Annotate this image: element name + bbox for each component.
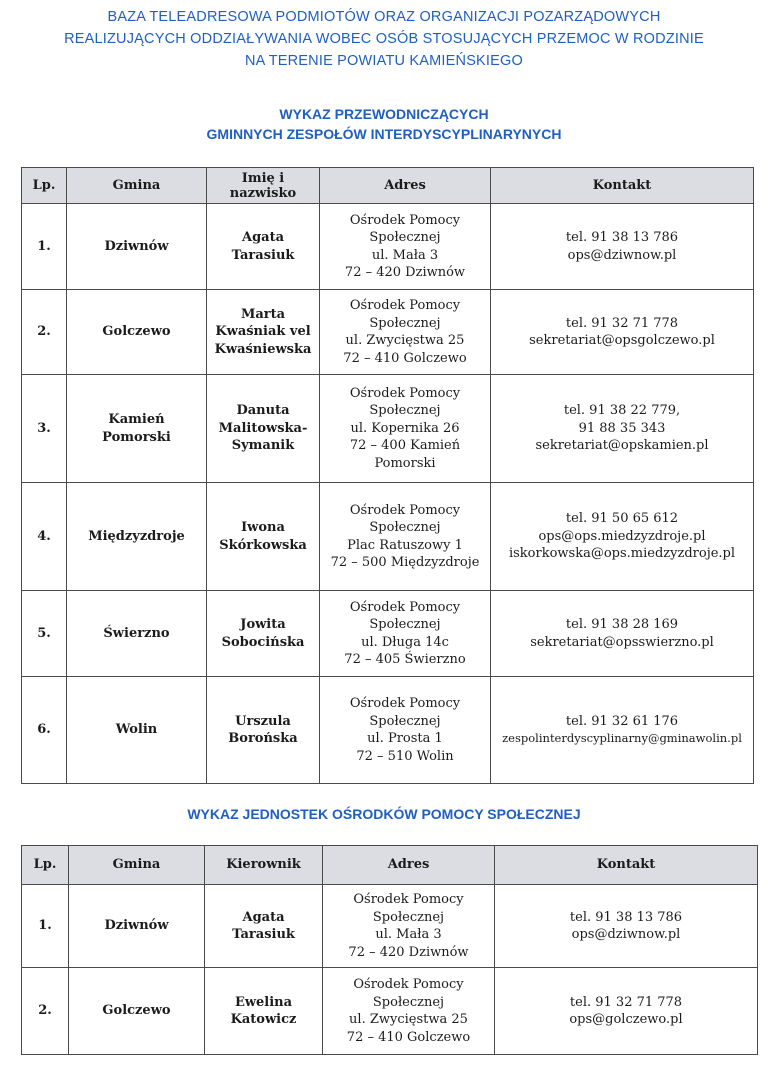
document-header: [0, 6, 768, 72]
name-line: Skórkowska: [219, 537, 307, 553]
welfare-centres-table: [21, 845, 758, 1055]
address-line: Społecznej: [369, 617, 441, 632]
lp-cell: [22, 677, 67, 784]
table-row: [22, 204, 754, 290]
address-line: ul. Prosta 1: [367, 731, 443, 746]
lp-line: 2.: [38, 1003, 52, 1019]
gmina-cell: [69, 968, 205, 1055]
name-line: Malitowska-: [218, 420, 308, 436]
gmina-line: Świerzno: [103, 625, 170, 641]
name-line: Urszula: [235, 713, 291, 729]
lp-line: 6.: [37, 722, 51, 738]
address-line: ul. Zwycięstwa 25: [349, 1012, 468, 1027]
contact-cell: [491, 591, 754, 677]
address-line: Ośrodek Pomocy: [353, 977, 464, 992]
gmina-line: Międzyzdroje: [88, 528, 185, 544]
table-row: [22, 483, 754, 591]
lp-line: 5.: [37, 625, 51, 641]
contact-line: zespolinterdyscyplinarny@gminawolin.pl: [502, 731, 742, 745]
name-line: Jowita: [240, 617, 286, 632]
table-row: [22, 375, 754, 483]
gmina-line: Dziwnów: [104, 918, 169, 934]
contact-line: sekretariat@opsswierzno.pl: [530, 634, 714, 650]
contact-line: iskorkowska@ops.miedzyzdroje.pl: [508, 546, 736, 562]
address-cell: [323, 885, 495, 968]
table-row: [22, 591, 754, 677]
contact-cell: [491, 375, 754, 483]
name-line: Agata: [242, 909, 285, 925]
contact-line: tel. 91 50 65 612: [565, 511, 679, 527]
table-header-row: [22, 168, 754, 204]
lp-cell: [22, 483, 67, 591]
contact-line: sekretariat@opsgolczewo.pl: [529, 333, 715, 348]
address-line: ul. Kopernika 26: [350, 420, 460, 436]
address-line: Plac Ratuszowy 1: [347, 537, 463, 553]
address-cell: [320, 375, 491, 483]
contact-cell: [491, 677, 754, 784]
address-line: Społecznej: [369, 230, 441, 245]
address-line: 72 – 500 Międzyzdroje: [330, 555, 480, 570]
lp-cell: [22, 591, 67, 677]
gmina-cell: [67, 290, 207, 375]
contact-cell: [491, 204, 754, 290]
address-line: 72 – 410 Golczewo: [346, 1029, 471, 1045]
lp-line: 1.: [38, 918, 52, 934]
address-line: ul. Zwycięstwa 25: [345, 333, 465, 348]
name-line: Marta: [240, 306, 286, 322]
header-gmina: Gmina: [67, 168, 207, 204]
address-cell: [320, 204, 491, 290]
gmina-line: Wolin: [115, 722, 158, 738]
table-row: [22, 290, 754, 375]
contact-line: tel. 91 38 13 786: [569, 909, 683, 925]
gmina-cell: [67, 483, 207, 591]
header-name: [207, 168, 320, 204]
address-cell: [320, 290, 491, 375]
contact-line: tel. 91 38 13 786: [565, 230, 679, 245]
address-line: Społecznej: [372, 909, 445, 925]
header-name-line-2: nazwisko: [229, 185, 297, 201]
header-kontakt: Kontakt: [491, 168, 754, 204]
header-adres: Adres: [323, 846, 495, 885]
table-row: [22, 885, 758, 968]
name-line: Ewelina: [234, 994, 293, 1010]
gmina-cell: [69, 885, 205, 968]
name-line: Borońska: [228, 731, 298, 746]
lp-cell: [22, 968, 69, 1055]
gmina-line: Dziwnów: [104, 238, 169, 254]
header-adres: Adres: [320, 168, 491, 204]
name-line: Sobocińska: [221, 634, 305, 650]
name-cell: [207, 591, 320, 677]
gmina-cell: [67, 375, 207, 483]
name-cell: [205, 968, 323, 1055]
address-cell: [323, 968, 495, 1055]
header-kontakt: Kontakt: [495, 846, 758, 885]
contact-line: tel. 91 32 71 778: [569, 994, 683, 1010]
address-line: Społecznej: [369, 315, 441, 331]
address-line: 72 – 410 Golczewo: [343, 350, 467, 366]
table-body: [22, 204, 754, 784]
address-cell: [320, 483, 491, 591]
name-cell: [207, 290, 320, 375]
contact-line: sekretariat@opskamien.pl: [535, 438, 709, 454]
contact-line: tel. 91 38 22 779,: [563, 403, 681, 419]
address-cell: [320, 677, 491, 784]
header-gmina: Gmina: [69, 846, 205, 885]
gmina-cell: [67, 591, 207, 677]
address-line: Ośrodek Pomocy: [349, 385, 461, 401]
name-line: Kwaśniak vel: [215, 324, 311, 340]
contact-line: ops@golczewo.pl: [569, 1012, 683, 1027]
section1-title: [0, 104, 768, 144]
address-line: Ośrodek Pomocy: [349, 599, 461, 615]
contact-cell: [495, 885, 758, 968]
name-cell: [207, 204, 320, 290]
address-line: Pomorski: [374, 455, 436, 471]
table-header-row: [22, 846, 758, 885]
name-line: Katowicz: [230, 1012, 297, 1027]
contact-line: ops@dziwnow.pl: [571, 927, 681, 942]
header-line-2: REALIZUJĄCYCH ODDZIAŁYWANIA WOBEC OSÓB STOSUJĄCYCH PRZEMOC W RODZINIE: [64, 31, 704, 47]
address-line: ul. Mała 3: [371, 247, 439, 263]
name-line: Tarasiuk: [232, 927, 295, 942]
lp-cell: [22, 375, 67, 483]
address-line: Ośrodek Pomocy: [349, 212, 461, 228]
address-line: Ośrodek Pomocy: [349, 298, 461, 313]
gmina-line: Pomorski: [102, 429, 171, 445]
header-line-3: NA TERENIE POWIATU KAMIEŃSKIEGO: [245, 53, 523, 69]
address-line: ul. Mała 3: [375, 927, 442, 942]
name-line: Iwona: [241, 520, 285, 535]
header-kierownik: Kierownik: [205, 846, 323, 885]
contact-line: tel. 91 32 71 778: [565, 315, 679, 331]
address-line: 72 – 420 Dziwnów: [348, 944, 469, 960]
name-line: Danuta: [236, 403, 290, 419]
section1-title-line-1: WYKAZ PRZEWODNICZĄCYCH: [279, 106, 489, 122]
section1-title-line-2: GMINNYCH ZESPOŁÓW INTERDYSCYPLINARYNYCH: [206, 126, 562, 142]
lp-cell: [22, 885, 69, 968]
address-cell: [320, 591, 491, 677]
lp-line: 1.: [37, 238, 51, 254]
address-line: Społecznej: [369, 713, 441, 729]
address-line: 72 – 510 Wolin: [356, 748, 454, 764]
lp-line: 2.: [37, 324, 51, 340]
gmina-line: Golczewo: [102, 324, 171, 340]
contact-cell: [491, 290, 754, 375]
contact-line: ops@dziwnow.pl: [567, 247, 677, 263]
lp-line: 3.: [37, 420, 51, 436]
header-name-line-1: Imię i: [241, 170, 285, 186]
lp-cell: [22, 204, 67, 290]
contact-line: tel. 91 32 61 176: [565, 713, 679, 729]
contact-line: 91 88 35 343: [578, 420, 666, 436]
contact-cell: [495, 968, 758, 1055]
address-line: ul. Długa 14c: [361, 634, 449, 650]
name-cell: [207, 483, 320, 591]
name-cell: [207, 375, 320, 483]
name-cell: [205, 885, 323, 968]
name-cell: [207, 677, 320, 784]
header-line-1: BAZA TELEADRESOWA PODMIOTÓW ORAZ ORGANIZACJI POZARZĄDOWYCH: [107, 9, 661, 25]
contact-cell: [491, 483, 754, 591]
address-line: Ośrodek Pomocy: [349, 502, 461, 518]
address-line: Społecznej: [372, 994, 445, 1010]
lp-line: 4.: [37, 528, 51, 544]
contact-line: tel. 91 38 28 169: [565, 617, 679, 632]
gmina-line: Golczewo: [102, 1003, 171, 1019]
name-line: Kwaśniewska: [214, 341, 312, 357]
address-line: 72 – 420 Dziwnów: [344, 265, 466, 280]
table-row: [22, 677, 754, 784]
address-line: 72 – 405 Świerzno: [344, 652, 466, 667]
address-line: Społecznej: [369, 520, 441, 535]
lp-cell: [22, 290, 67, 375]
address-line: Ośrodek Pomocy: [349, 696, 461, 711]
table-row: [22, 968, 758, 1055]
gmina-cell: [67, 204, 207, 290]
name-line: Symanik: [231, 438, 295, 454]
address-line: Ośrodek Pomocy: [353, 892, 464, 907]
header-lp: Lp.: [22, 168, 67, 204]
header-lp: Lp.: [22, 846, 69, 885]
contact-line: ops@ops.miedzyzdroje.pl: [538, 528, 706, 544]
chairpersons-table: [21, 167, 754, 784]
section2-title: WYKAZ JEDNOSTEK OŚRODKÓW POMOCY SPOŁECZNEJ: [187, 806, 581, 822]
gmina-cell: [67, 677, 207, 784]
name-line: Tarasiuk: [231, 247, 295, 263]
table-body: [22, 885, 758, 1055]
address-line: 72 – 400 Kamień: [349, 438, 461, 454]
gmina-line: Kamień: [108, 412, 165, 427]
address-line: Społecznej: [369, 403, 441, 419]
name-line: Agata: [241, 230, 285, 245]
